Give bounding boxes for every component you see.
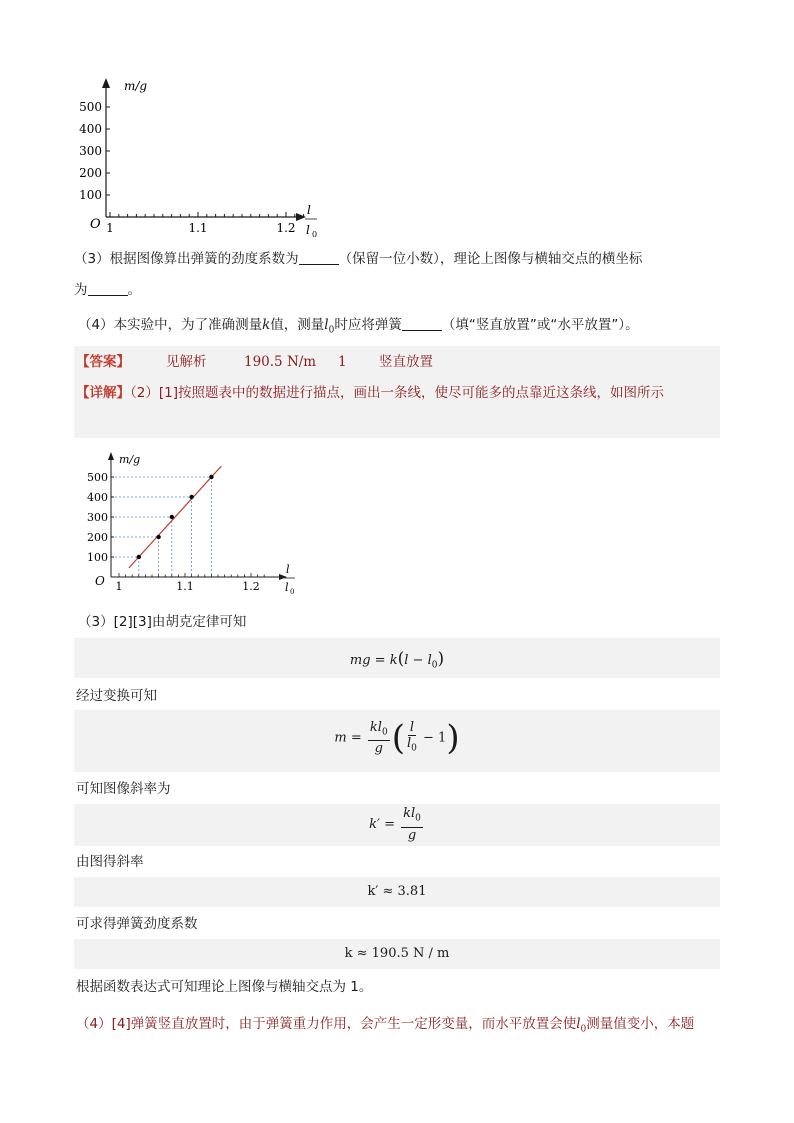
data-point <box>156 535 160 539</box>
detail-row <box>76 383 664 403</box>
y-tick-label: 500 <box>79 100 102 114</box>
solution-3-intro: （3）[2][3]由胡克定律可知 <box>78 614 247 630</box>
x-tick-label: 1.1 <box>188 221 208 235</box>
q4-blank <box>402 316 442 331</box>
x-label-denominator: l <box>306 223 310 237</box>
data-point <box>170 515 174 519</box>
text-from-graph: 由图得斜率 <box>76 854 144 870</box>
answer-label: 【答案】 <box>76 354 130 370</box>
formula-hooke: mg = $k(l - l_0)$ <box>349 649 445 671</box>
q4-text-post1: 时应将弹簧 <box>334 317 402 333</box>
formula-k-value: k ≈ 190.5 N / m <box>344 946 450 961</box>
q4-text-mid: 值，测量 <box>270 317 325 333</box>
chart2-x-tick-label: 1.2 <box>242 580 260 593</box>
s4-l0: l <box>576 1016 581 1032</box>
x-label-subscript: 0 <box>312 230 318 239</box>
text-intercept: 根据函数表达式可知理论上图像与横轴交点为 1。 <box>76 979 373 995</box>
spring-mass-chart <box>75 449 299 597</box>
formula-slope-value: k′ ≈ 3.81 <box>367 884 427 899</box>
chart2-y-tick-label: 300 <box>87 511 108 524</box>
answer-item-2: 190.5 N/m <box>244 354 317 370</box>
y-tick-label: 100 <box>79 188 102 202</box>
question-4 <box>78 315 639 341</box>
text-transform: 经过变换可知 <box>76 688 157 704</box>
q3-text-line2-pre: 为 <box>74 282 88 298</box>
text-spring-constant: 可求得弹簧劲度系数 <box>76 916 198 932</box>
chart2-x-tick-label: 1.1 <box>176 580 194 593</box>
x-tick-label: 1.2 <box>276 221 296 235</box>
y-tick-label: 300 <box>79 144 102 158</box>
data-point <box>209 475 213 479</box>
q4-l0-sub: 0 <box>328 325 335 336</box>
y-tick-label: 400 <box>79 122 102 136</box>
q3-text-line2-post: 。 <box>127 282 141 298</box>
solution-4 <box>76 1014 694 1040</box>
y-ticks <box>79 100 110 202</box>
question-3-line-2 <box>74 280 141 300</box>
detail-label: 【详解】 <box>76 385 130 401</box>
q3-blank-1 <box>299 250 339 265</box>
data-point <box>137 555 141 559</box>
y-axis-arrow <box>102 78 110 88</box>
chart2-x-den: l <box>285 581 289 594</box>
s4-text-post: 测量值变小，本题 <box>586 1016 695 1032</box>
x-ticks <box>106 212 303 235</box>
chart2-y-tick-label: 100 <box>87 551 108 564</box>
detail-text: （2）[1]按照题表中的数据进行描点，画出一条线，使尽可能多的点靠近这条线，如图所示 <box>130 385 664 401</box>
q3-blank-2 <box>88 281 128 296</box>
question-3-line-1 <box>74 249 642 269</box>
q3-text-post: （保留一位小数），理论上图像与横轴交点的横坐标 <box>338 251 643 267</box>
answer-row <box>76 352 130 372</box>
q4-text-pre: （4）本实验中，为了准确测量 <box>78 317 263 333</box>
chart2-x-den-sub: 0 <box>290 588 295 596</box>
q3-text-pre: （3）根据图像算出弹簧的劲度系数为 <box>74 251 299 267</box>
chart2-y-tick-label: 200 <box>87 531 108 544</box>
q4-l0-symbol: l <box>324 317 329 333</box>
text-slope: 可知图像斜率为 <box>76 781 171 797</box>
chart2-y-tick-label: 400 <box>87 491 108 504</box>
x-axis-arrow <box>296 213 306 221</box>
chart2-x-num: l <box>286 563 290 576</box>
chart2-y-tick-label: 500 <box>87 471 108 484</box>
y-axis-label: m/g <box>124 79 148 93</box>
y-tick-label: 200 <box>79 166 102 180</box>
formula-m: m = $\frac{kl_0}{g}$ ( $\frac{l}{l_0}$ − 1) <box>334 718 460 758</box>
s4-text-pre: （4）[4]弹簧竖直放置时，由于弹簧重力作用，会产生一定形变量，而水平放置会使 <box>76 1016 577 1032</box>
blank-axes-chart <box>70 74 330 244</box>
data-point <box>189 495 193 499</box>
q4-k-symbol: k <box>262 317 271 333</box>
answer-item-4: 竖直放置 <box>379 354 433 370</box>
answer-item-3: 1 <box>338 354 347 370</box>
q4-text-post2: （填“竖直放置”或“水平放置”）。 <box>441 317 639 333</box>
x-tick-label: 1 <box>106 221 114 235</box>
chart2-x-tick-label: 1 <box>115 580 123 593</box>
x-label-numerator: l <box>307 203 311 217</box>
chart2-y-label: m/g <box>119 453 141 466</box>
chart2-origin: O <box>95 574 105 588</box>
s4-l0-sub: 0 <box>580 1024 587 1035</box>
formula-slope: k′ = $\frac{kl_0}{g}$ <box>369 806 421 843</box>
answer-item-1: 见解析 <box>166 354 207 370</box>
origin-label: O <box>90 217 101 232</box>
